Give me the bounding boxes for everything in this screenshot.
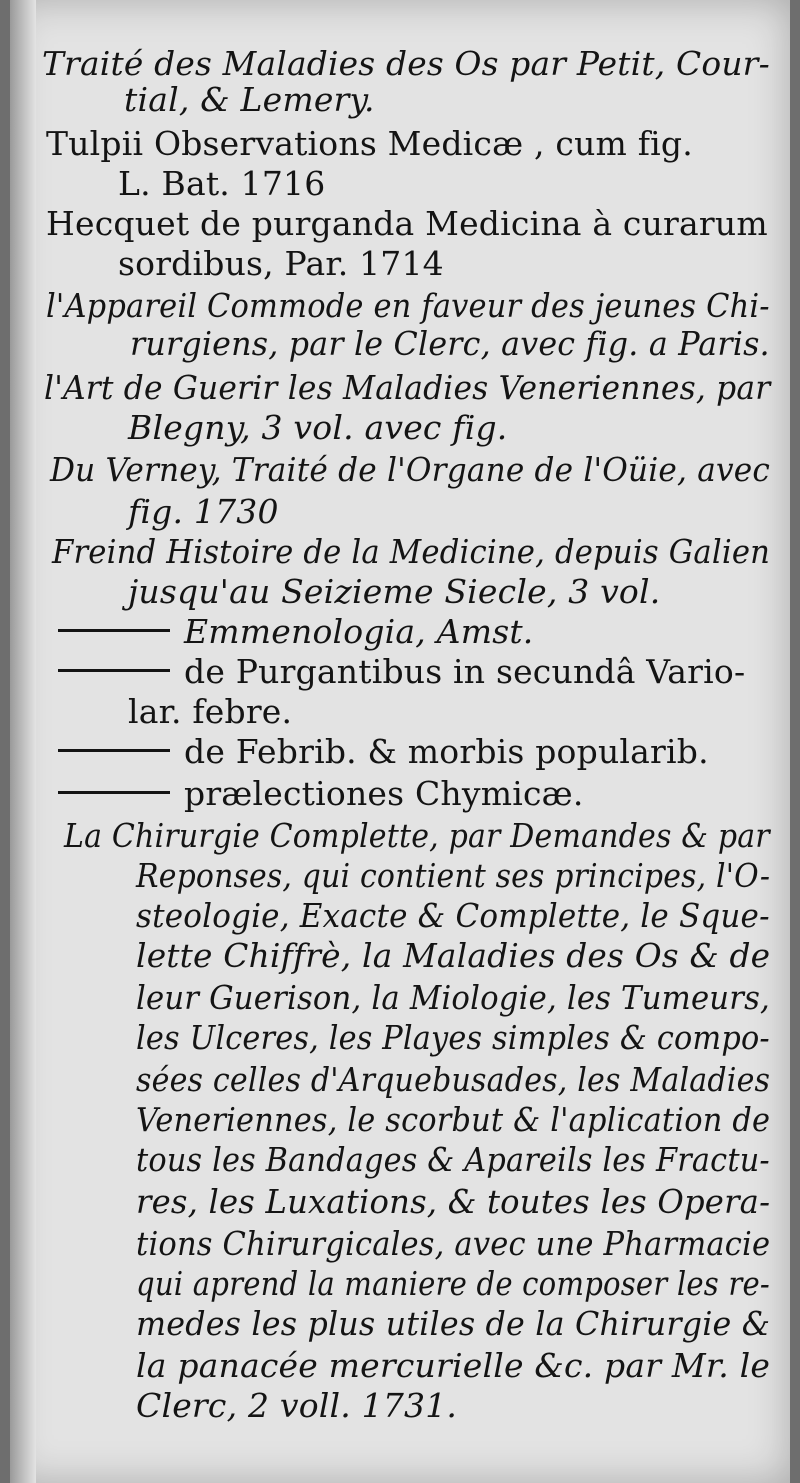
- entry-line: rurgiens, par le Clerc, avec fig. a Paris.: [130, 324, 770, 363]
- entry-line: tous les Bandages & Apareils les Fractu-: [136, 1140, 770, 1179]
- entry-line: les Ulceres, les Playes simples & compo-: [136, 1018, 770, 1057]
- entry-line: jusqu'au Seizieme Siecle, 3 vol.: [128, 572, 661, 611]
- entry-line: leur Guerison, la Miologie, les Tumeurs,: [136, 978, 770, 1017]
- entry-line: prælectiones Chymicæ.: [184, 774, 584, 813]
- entry-line: res, les Luxations, & toutes les Opera-: [136, 1182, 771, 1221]
- entry-line: la panacée mercurielle &c. par Mr. le: [136, 1346, 771, 1385]
- entry-line: Freind Histoire de la Medicine, depuis Galien: [52, 532, 771, 571]
- entry-line: de Purgantibus in secundâ Vario-: [184, 652, 746, 691]
- entry-row: [58, 734, 709, 770]
- entry-line: Traité des Maladies des Os par Petit, Cour-: [42, 44, 770, 83]
- entry-line: Hecquet de purganda Medicina à curarum: [46, 204, 768, 243]
- entry-line: Tulpii Observations Medicæ , cum fig.: [46, 124, 693, 163]
- entry-line: steologie, Exacte & Complette, le Sque-: [136, 896, 770, 935]
- entry-line: Clerc, 2 voll. 1731.: [136, 1386, 458, 1425]
- entry-line: lette Chiffrè, la Maladies des Os & de: [136, 936, 771, 975]
- entry-line: Emmenologia, Amst.: [184, 612, 534, 651]
- entry-line: fig. 1730: [128, 492, 279, 531]
- entry-line: medes les plus utiles de la Chirurgie &: [136, 1304, 771, 1343]
- ditto-dash: [58, 629, 170, 632]
- entry-line: Reponses, qui contient ses principes, l'O-: [136, 856, 771, 895]
- entry-line: de Febrib. & morbis popularib.: [184, 732, 709, 771]
- entry-line: qui aprend la maniere de composer les re-: [136, 1264, 770, 1303]
- entry-row: [58, 776, 584, 812]
- entry-line: L. Bat. 1716: [118, 164, 326, 203]
- entry-line: tial, & Lemery.: [124, 80, 375, 119]
- entry-line: La Chirurgie Complette, par Demandes & par: [64, 816, 770, 855]
- entry-line: Veneriennes, le scorbut & l'aplication de: [136, 1100, 771, 1139]
- book-page: [10, 0, 790, 1483]
- entry-line: Blegny, 3 vol. avec fig.: [128, 408, 508, 447]
- entry-line: lar. febre.: [128, 692, 293, 731]
- entry-row: [58, 614, 534, 650]
- entry-row: [58, 654, 745, 690]
- entry-line: sées celles d'Arquebusades, les Maladies: [136, 1060, 771, 1099]
- entry-line: sordibus, Par. 1714: [118, 244, 444, 283]
- ditto-dash: [58, 669, 170, 672]
- entry-line: l'Appareil Commode en faveur des jeunes Chi-: [46, 286, 770, 325]
- entry-line: l'Art de Guerir les Maladies Veneriennes, par: [44, 368, 771, 407]
- ditto-dash: [58, 749, 170, 752]
- entry-line: tions Chirurgicales, avec une Pharmacie: [136, 1224, 771, 1263]
- ditto-dash: [58, 791, 170, 794]
- entry-line: Du Verney, Traité de l'Organe de l'Oüie, avec: [50, 450, 771, 489]
